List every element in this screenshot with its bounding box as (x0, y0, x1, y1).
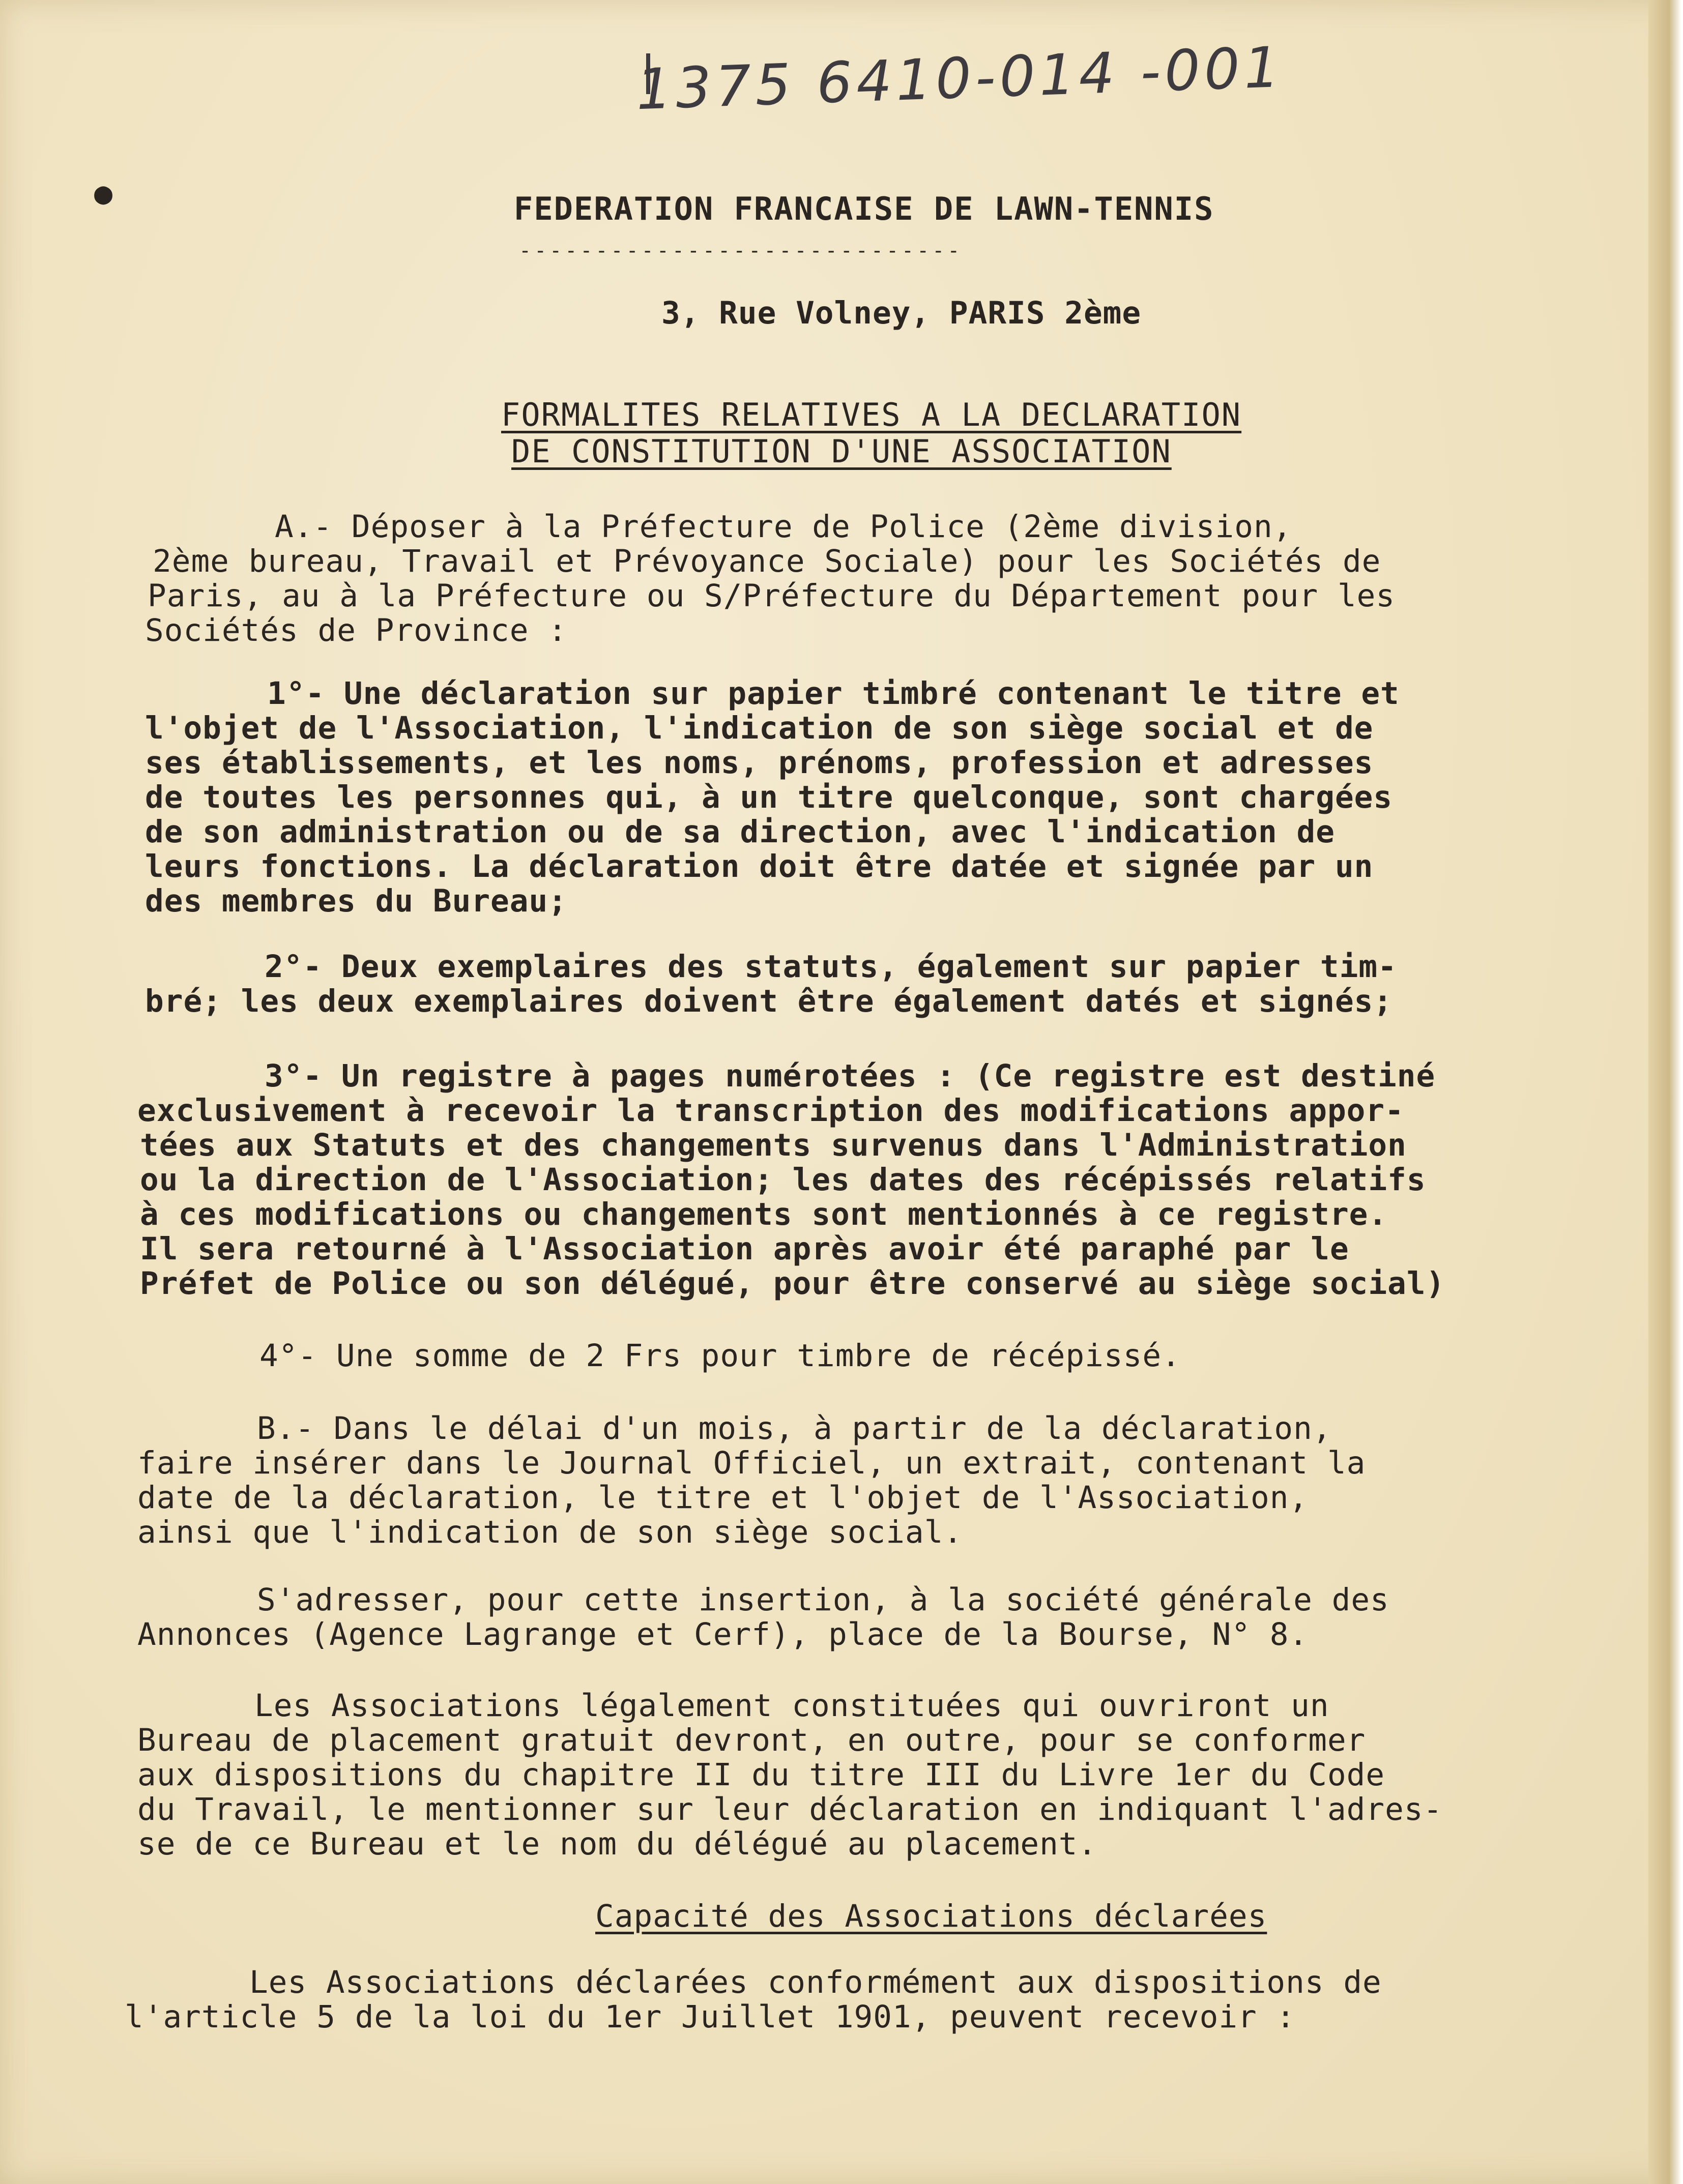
bureau-line: Bureau de placement gratuit devront, en outre, pour se conformer (137, 1722, 1366, 1758)
insertion-line: S'adresser, pour cette insertion, à la société générale des (257, 1582, 1389, 1618)
item-1-line: de toutes les personnes qui, à un titre quelconque, sont chargées (145, 779, 1393, 815)
bureau-line: se de ce Bureau et le nom du délégué au placement. (137, 1826, 1097, 1862)
item-3-line: ou la direction de l'Association; les dates des récépissés relatifs (140, 1162, 1426, 1198)
section-b-line: B.- Dans le délai d'un mois, à partir de la déclaration, (257, 1410, 1332, 1447)
capacity-heading: Capacité des Associations déclarées (595, 1898, 1267, 1934)
item-2-line: 2°- Deux exemplaires des statuts, également sur papier tim- (265, 949, 1397, 985)
bureau-line: Les Associations légalement constituées qui ouvriront un (254, 1688, 1329, 1724)
bureau-line: du Travail, le mentionner sur leur déclaration en indiquant l'adres- (137, 1791, 1443, 1827)
item-1-line: 1°- Une déclaration sur papier timbré contenant le titre et (267, 675, 1400, 712)
section-b-line: faire insérer dans le Journal Officiel, un extrait, contenant la (137, 1445, 1366, 1481)
insertion-line: Annonces (Agence Lagrange et Cerf), place de la Bourse, N° 8. (137, 1616, 1309, 1652)
header-rule: ----------------------------- (519, 239, 963, 262)
item-3-line: Il sera retourné à l'Association après avoir été paraphé par le (140, 1231, 1349, 1267)
document-title-line2: DE CONSTITUTION D'UNE ASSOCIATION (511, 433, 1172, 470)
item-3-line: 3°- Un registre à pages numérotées : (Ce registre est destiné (265, 1058, 1436, 1094)
item-1-line: ses établissements, et les noms, prénoms, profession et adresses (145, 745, 1374, 781)
item-3-line: à ces modifications ou changements sont mentionnés à ce registre. (140, 1196, 1388, 1232)
item-1-line: leurs fonctions. La déclaration doit être datée et signée par un (145, 848, 1374, 884)
item-3-line: exclusivement à recevoir la transcription des modifications appor- (137, 1093, 1404, 1129)
section-b-line: ainsi que l'indication de son siège social. (137, 1514, 963, 1550)
document-title-line1: FORMALITES RELATIVES A LA DECLARATION (501, 396, 1242, 433)
section-a-line: Paris, au à la Préfecture ou S/Préfecture du Département pour les (148, 578, 1396, 614)
organization-name: FEDERATION FRANCAISE DE LAWN-TENNIS (514, 190, 1214, 227)
item-1-line: des membres du Bureau; (145, 883, 567, 919)
item-3-line: Préfet de Police ou son délégué, pour être conservé au siège social) (140, 1265, 1445, 1302)
section-a-line: A.- Déposer à la Préfecture de Police (2ème division, (275, 509, 1292, 545)
bureau-line: aux dispositions du chapitre II du titre III du Livre 1er du Code (137, 1757, 1385, 1793)
capacity-line: l'article 5 de la loi du 1er Juillet 1901, peuvent recevoir : (125, 1999, 1296, 2035)
section-b-line: date de la déclaration, le titre et l'objet de l'Association, (137, 1480, 1309, 1516)
capacity-line: Les Associations déclarées conformément aux dispositions de (249, 1964, 1382, 2000)
item-3-line: tées aux Statuts et des changements survenus dans l'Administration (140, 1127, 1407, 1163)
item-2-line: bré; les deux exemplaires doivent être également datés et signés; (145, 983, 1393, 1019)
item-1-line: l'objet de l'Association, l'indication de son siège social et de (145, 710, 1374, 746)
section-a-line: 2ème bureau, Travail et Prévoyance Sociale) pour les Sociétés de (153, 543, 1381, 579)
hole-punch-mark: ● (94, 175, 113, 211)
item-1-line: de son administration ou de sa direction, avec l'indication de (145, 814, 1335, 850)
organization-address: 3, Rue Volney, PARIS 2ème (661, 295, 1142, 331)
section-a-line: Sociétés de Province : (145, 612, 567, 648)
item-4-line: 4°- Une somme de 2 Frs pour timbre de récépissé. (259, 1338, 1181, 1374)
archive-reference: 1375 6410-014 -001 (635, 34, 1285, 123)
